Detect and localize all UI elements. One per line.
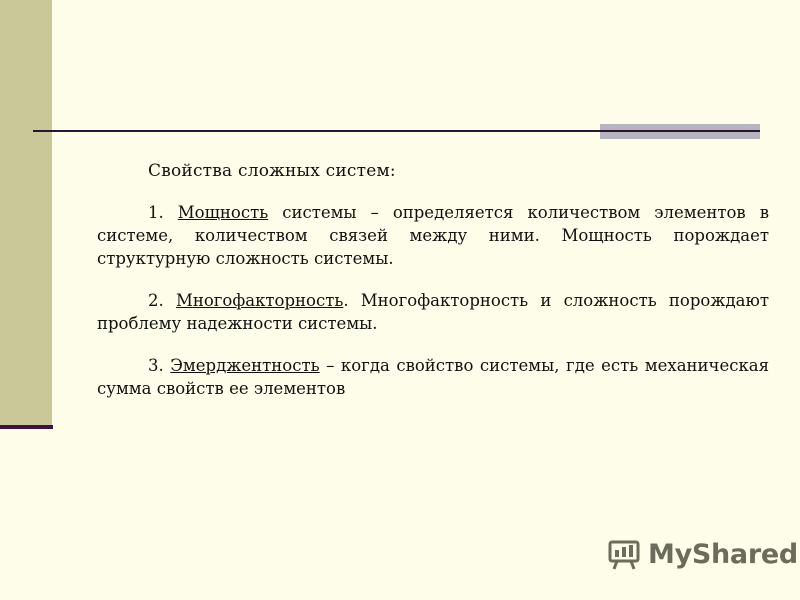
item-term: Мощность bbox=[177, 203, 269, 222]
myshared-logo-icon bbox=[606, 536, 642, 572]
item-text: . Многофакторность и сложность порождают проблему надежности системы. bbox=[97, 291, 769, 333]
list-item bbox=[97, 289, 769, 335]
list-item bbox=[97, 354, 769, 400]
left-band-base-line bbox=[0, 425, 53, 429]
item-number: 1. bbox=[148, 203, 164, 222]
item-term: Многофакторность bbox=[175, 291, 344, 310]
item-text: – когда свойство системы, где есть механическая сумма свойств ее элементов bbox=[97, 356, 770, 398]
logo-text: MyShared bbox=[648, 538, 798, 570]
slide-heading: Свойства сложных систем: bbox=[148, 161, 396, 181]
item-term: Эмерджентность bbox=[170, 356, 320, 375]
item-number: 2. bbox=[148, 291, 164, 310]
list-item bbox=[97, 201, 769, 270]
slide-content bbox=[97, 160, 769, 419]
item-number: 3. bbox=[148, 356, 164, 375]
item-text: системы – определяется количеством элементов в системе, количеством связей между ними. Мощность порождает структурную сложность системы. bbox=[97, 203, 769, 268]
header-rule-overlay bbox=[600, 130, 760, 132]
left-decorative-band bbox=[0, 0, 52, 428]
myshared-watermark bbox=[606, 536, 798, 572]
